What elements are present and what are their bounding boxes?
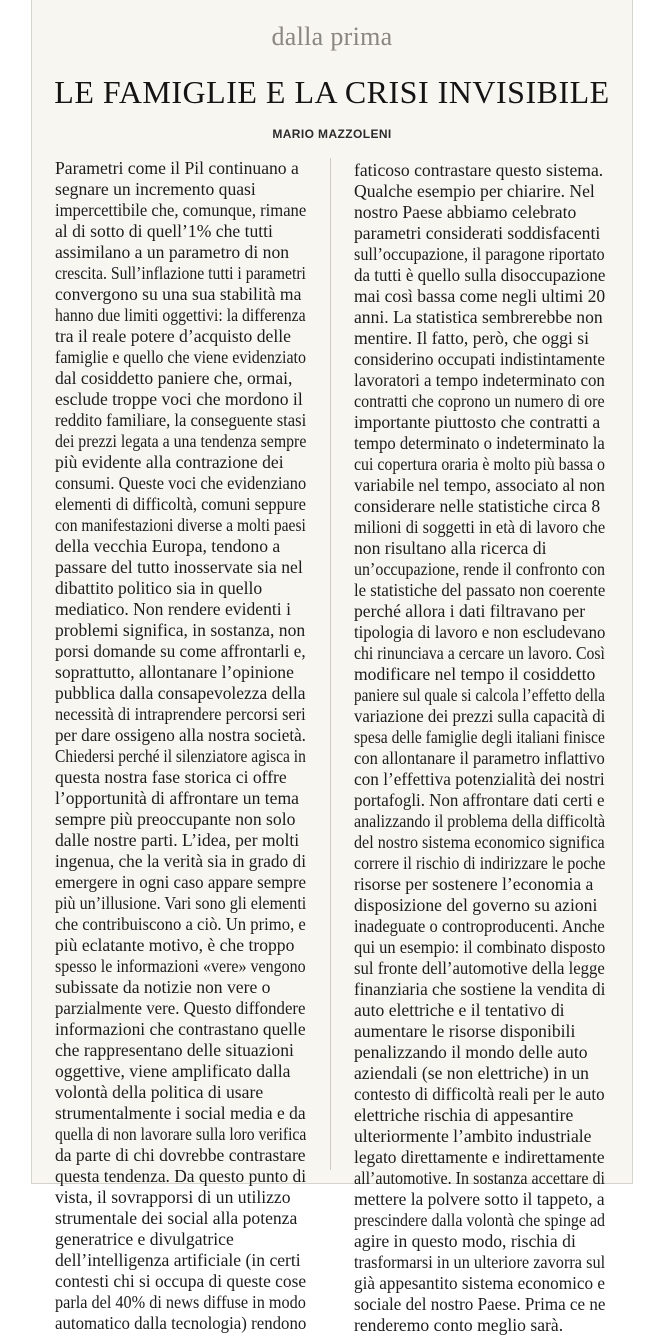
text-line: questa tendenza. Da questo punto di <box>55 1166 307 1186</box>
text-line: modificare nel tempo il cosiddetto <box>354 664 596 684</box>
text-line: problemi significa, in sostanza, non <box>55 620 306 640</box>
text-line: considerino occupati indistintamente <box>354 349 605 369</box>
section-kicker: dalla prima <box>271 22 393 51</box>
text-line: impercettibile che, comunque, rimane <box>55 200 307 220</box>
text-line: per dare ossigeno alla nostra società. <box>55 725 306 745</box>
text-line: dal cosiddetto paniere che, ormai, <box>55 368 293 388</box>
left-column <box>55 158 306 1334</box>
text-line: renderemo conto meglio sarà. <box>354 1315 564 1335</box>
text-line: elettriche rischia di appesantire <box>354 1105 574 1125</box>
text-line: reddito familiare, la conseguente stasi <box>55 410 307 430</box>
text-line: sempre più preoccupante non solo <box>55 809 296 829</box>
text-line: famiglie e quello che viene evidenziato <box>55 347 307 367</box>
text-line: dibattito politico sia in quello <box>55 578 263 598</box>
text-line: tipologia di lavoro e non escludevano <box>354 622 606 642</box>
article-title: LE FAMIGLIE E LA CRISI INVISIBILE <box>54 74 610 110</box>
text-line: Parametri come il Pil continuano a <box>55 158 299 178</box>
text-line: quella di non lavorare sulla loro verifica <box>55 1124 307 1144</box>
text-line: dalle nostre parti. L’idea, per molti <box>55 830 300 850</box>
text-line: mai così bassa come negli ultimi 20 <box>354 286 606 306</box>
text-line: variabile nel tempo, associato al non <box>354 475 605 495</box>
text-line: considerare nelle statistiche circa 8 <box>354 496 601 516</box>
text-line: chi rinunciava a cercare un lavoro. Così <box>354 643 605 663</box>
text-line: mettere la polvere sotto il tappeto, a <box>354 1189 605 1209</box>
text-line: spesso le informazioni «vere» vengono <box>55 956 306 976</box>
text-line: ulteriormente l’ambito industriale <box>354 1126 592 1146</box>
text-line: all’automotive. In sostanza accettare di <box>354 1168 606 1188</box>
text-line: del nostro sistema economico significa <box>354 832 605 852</box>
text-line: vista, il sovrapporsi di un utilizzo <box>55 1187 291 1207</box>
text-line: che contribuiscono a ciò. Un primo, e <box>55 914 306 934</box>
text-line: penalizzando il mondo delle auto <box>354 1042 588 1062</box>
text-line: aziendali (se non elettriche) in un <box>354 1063 589 1083</box>
text-line: più evidente alla contrazione dei <box>55 452 284 472</box>
text-line: informazioni che contrastano quelle <box>55 1019 306 1039</box>
text-line: ingenua, che la verità sia in grado di <box>55 851 307 871</box>
text-line: questa nostra fase storica ci offre <box>55 767 287 787</box>
text-line: prescindere dalla volontà che spinge ad <box>354 1210 605 1230</box>
text-line: mediatico. Non rendere evidenti i <box>55 599 291 619</box>
article-author: MARIO MAZZOLENI <box>272 127 392 141</box>
text-line: passare del tutto inosservate sia nel <box>55 557 303 577</box>
text-line: elementi di difficoltà, comuni seppure <box>55 494 306 514</box>
text-line: crescita. Sull’inflazione tutti i parametri <box>55 263 306 283</box>
text-line: paniere sul quale si calcola l’effetto della <box>354 685 605 705</box>
text-line: generatrice e divulgatrice <box>55 1229 234 1249</box>
text-line: disposizione del governo su azioni <box>354 895 598 915</box>
text-line: parla del 40% di news diffuse in modo <box>55 1292 306 1312</box>
text-line: dell’intelligenza artificiale (in certi <box>55 1250 301 1270</box>
right-column <box>354 160 605 1336</box>
text-line: contesti chi si occupa di queste cose <box>55 1271 307 1291</box>
text-line: Chiedersi perché il silenziatore agisca in <box>55 746 306 766</box>
text-line: mentire. Il fatto, però, che oggi si <box>354 328 589 348</box>
text-line: tra il reale potere d’acquisto delle <box>55 326 291 346</box>
text-line: automatico dalla tecnologia) rendono <box>55 1313 307 1333</box>
text-line: perché allora i dati filtravano per <box>354 601 586 621</box>
text-line: legato direttamente e indirettamente <box>354 1147 605 1167</box>
text-line: non risultano alla ricerca di <box>354 538 547 558</box>
text-line: oggettive, viene amplificato dalla <box>55 1061 291 1081</box>
text-line: un’occupazione, rende il confronto con <box>354 559 606 579</box>
text-line: lavoratori a tempo indeterminato con <box>354 370 605 390</box>
text-line: tempo determinato o indeterminato la <box>354 433 605 453</box>
text-line: parametri considerati soddisfacenti <box>354 223 601 243</box>
text-line: Qualche esempio per chiarire. Nel <box>354 181 595 201</box>
text-line: pubblica dalla consapevolezza della <box>55 683 306 703</box>
text-line: assimilano a un parametro di non <box>55 242 290 262</box>
text-line: aumentare le risorse disponibili <box>354 1021 576 1041</box>
column-divider <box>330 158 331 1170</box>
text-line: da tutti è quello sulla disoccupazione <box>354 265 606 285</box>
text-line: finanziaria che sostiene la vendita di <box>354 979 606 999</box>
text-line: agire in questo modo, rischia di <box>354 1231 576 1251</box>
text-line: cui copertura oraria è molto più bassa o <box>354 454 605 474</box>
text-line: già appesantito sistema economico e <box>354 1273 605 1293</box>
text-line: con l’effettiva potenzialità dei nostri <box>354 769 605 789</box>
text-line: consumi. Queste voci che evidenziano <box>55 473 307 493</box>
text-line: convergono su una sua stabilità ma <box>55 284 302 304</box>
text-line: l’opportunità di affrontare un tema <box>55 788 299 808</box>
text-line: auto elettriche e il tentativo di <box>354 1000 565 1020</box>
text-line: necessità di intraprendere percorsi seri <box>55 704 306 724</box>
text-line: con allontanare il parametro inflattivo <box>354 748 605 768</box>
text-line: faticoso contrastare questo sistema. <box>354 160 604 180</box>
text-line: più un’illusione. Vari sono gli elementi <box>55 893 307 913</box>
text-line: nostro Paese abbiamo celebrato <box>354 202 577 222</box>
text-line: subissate da notizie non vere o <box>55 977 271 997</box>
text-line: più eclatante motivo, è che troppo <box>55 935 295 955</box>
text-line: dei prezzi legata a una tendenza sempre <box>55 431 307 451</box>
text-line: strumentale dei social alla potenza <box>55 1208 298 1228</box>
text-line: spesa delle famiglie degli italiani finisce <box>354 727 605 747</box>
text-line: porsi domande su come affrontarli e, <box>55 641 306 661</box>
text-line: emergere in ogni caso appare sempre <box>55 872 307 892</box>
text-line: milioni di soggetti in età di lavoro che <box>354 517 606 537</box>
text-line: importante piuttosto che contratti a <box>354 412 601 432</box>
text-line: strumentalmente i social media e da <box>55 1103 306 1123</box>
text-line: correre il rischio di indirizzare le poche <box>354 853 606 873</box>
text-line: che rappresentano delle situazioni <box>55 1040 294 1060</box>
text-line: con manifestazioni diverse a molti paesi <box>55 515 306 535</box>
text-line: contesto di difficoltà reali per le auto <box>354 1084 605 1104</box>
text-line: contratti che coprono un numero di ore <box>354 391 605 411</box>
text-line: esclude troppe voci che mordono il <box>55 389 303 409</box>
text-line: soprattutto, allontanare l’opinione <box>55 662 294 682</box>
text-line: sull’occupazione, il paragone riportato <box>354 244 605 264</box>
text-line: sul fronte dell’automotive della legge <box>354 958 605 978</box>
text-line: inadeguate o controproducenti. Anche <box>354 916 605 936</box>
text-line: sociale del nostro Paese. Prima ce ne <box>354 1294 606 1314</box>
text-line: al di sotto di quell’1% che tutti <box>55 221 273 241</box>
text-line: le statistiche del passato non coerente <box>354 580 606 600</box>
text-line: trasformarsi in un ulteriore zavorra sul <box>354 1252 606 1272</box>
text-line: parzialmente vere. Questo diffondere <box>55 998 306 1018</box>
text-line: qui un esempio: il combinato disposto <box>354 937 606 957</box>
text-line: segnare un incremento quasi <box>55 179 256 199</box>
text-line: da parte di chi dovrebbe contrastare <box>55 1145 306 1165</box>
text-line: risorse per sostenere l’economia a <box>354 874 594 894</box>
text-line: portafogli. Non affrontare dati certi e <box>354 790 605 810</box>
text-line: variazione dei prezzi sulla capacità di <box>354 706 606 726</box>
text-line: della vecchia Europa, tendono a <box>55 536 281 556</box>
text-line: anni. La statistica sembrerebbe non <box>354 307 603 327</box>
text-line: analizzando il problema della difficoltà <box>354 811 606 831</box>
text-line: hanno due limiti oggettivi: la differenza <box>55 305 306 325</box>
text-line: volontà della politica di usare <box>55 1082 264 1102</box>
